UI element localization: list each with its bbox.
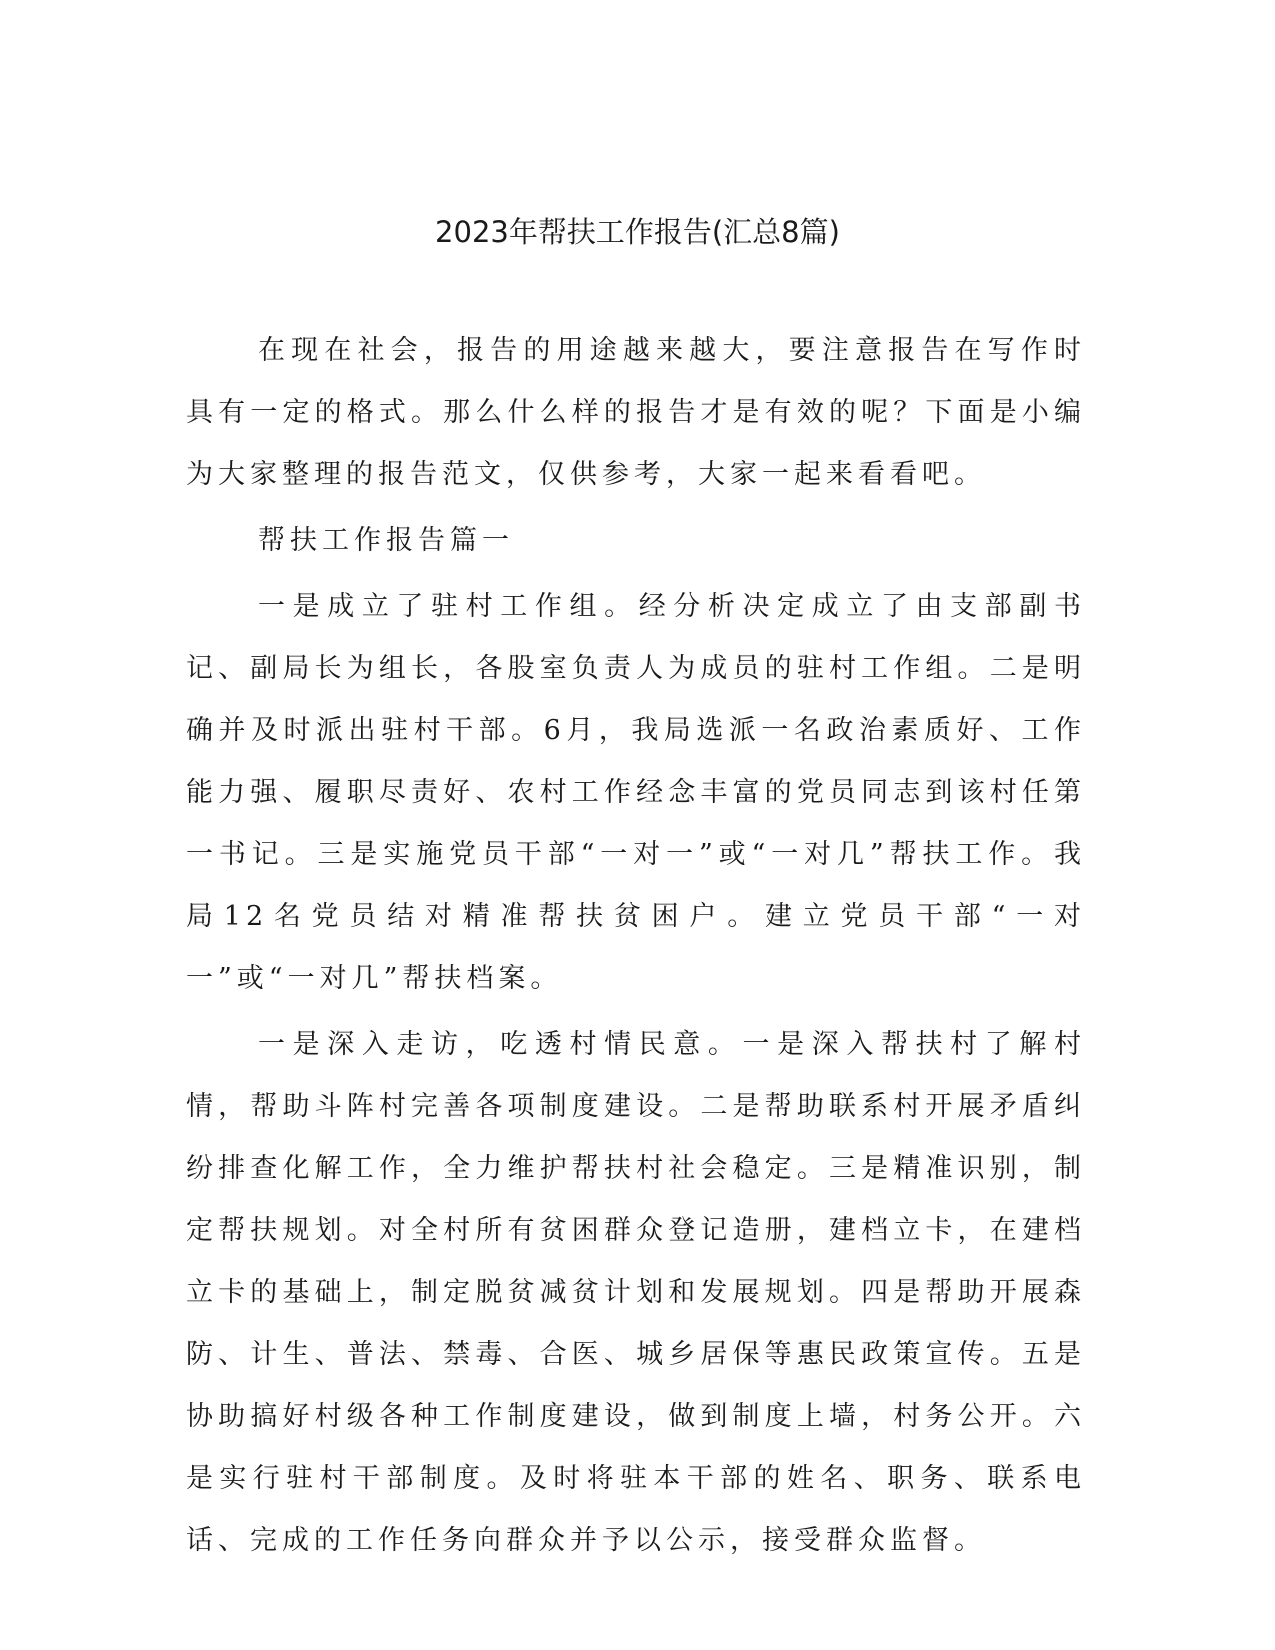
body-paragraph: 一是成立了驻村工作组。经分析决定成立了由支部副书记、副局长为组长，各股室负责人为成员的驻村工作组。二是明确并及时派出驻村干部。6月，我局选派一名政治素质好、工作能力强、履职尽责好、农村工作经念丰富的党员同志到该村任第一书记。三是实施党员干部“一对一”或“一对几”帮扶工作。我局12名党员结对精准帮扶贫困户。建立党员干部“一对一”或“一对几”帮扶档案。 (186, 591, 1086, 994)
intro-paragraph: 在现在社会，报告的用途越来越大，要注意报告在写作时具有一定的格式。那么什么样的报告才是有效的呢？下面是小编为大家整理的报告范文，仅供参考，大家一起来看看吧。 (186, 335, 1086, 490)
section-heading: 帮扶工作报告篇一 (258, 525, 514, 556)
document-body (186, 320, 1086, 1576)
body-paragraph: 一是深入走访，吃透村情民意。一是深入帮扶村了解村情，帮助斗阵村完善各项制度建设。二是帮助联系村开展矛盾纠纷排查化解工作，全力维护帮扶村社会稳定。三是精准识别，制定帮扶规划。对全村所有贫困群众登记造册，建档立卡，在建档立卡的基础上，制定脱贫减贫计划和发展规划。四是帮助开展森防、计生、普法、禁毒、合医、城乡居保等惠民政策宣传。五是协助搞好村级各种工作制度建设，做到制度上墙，村务公开。六是实行驻村干部制度。及时将驻本干部的姓名、职务、联系电话、完成的工作任务向群众并予以公示，接受群众监督。 (186, 1029, 1086, 1556)
document-title: 2023年帮扶工作报告(汇总8篇) (435, 215, 840, 249)
